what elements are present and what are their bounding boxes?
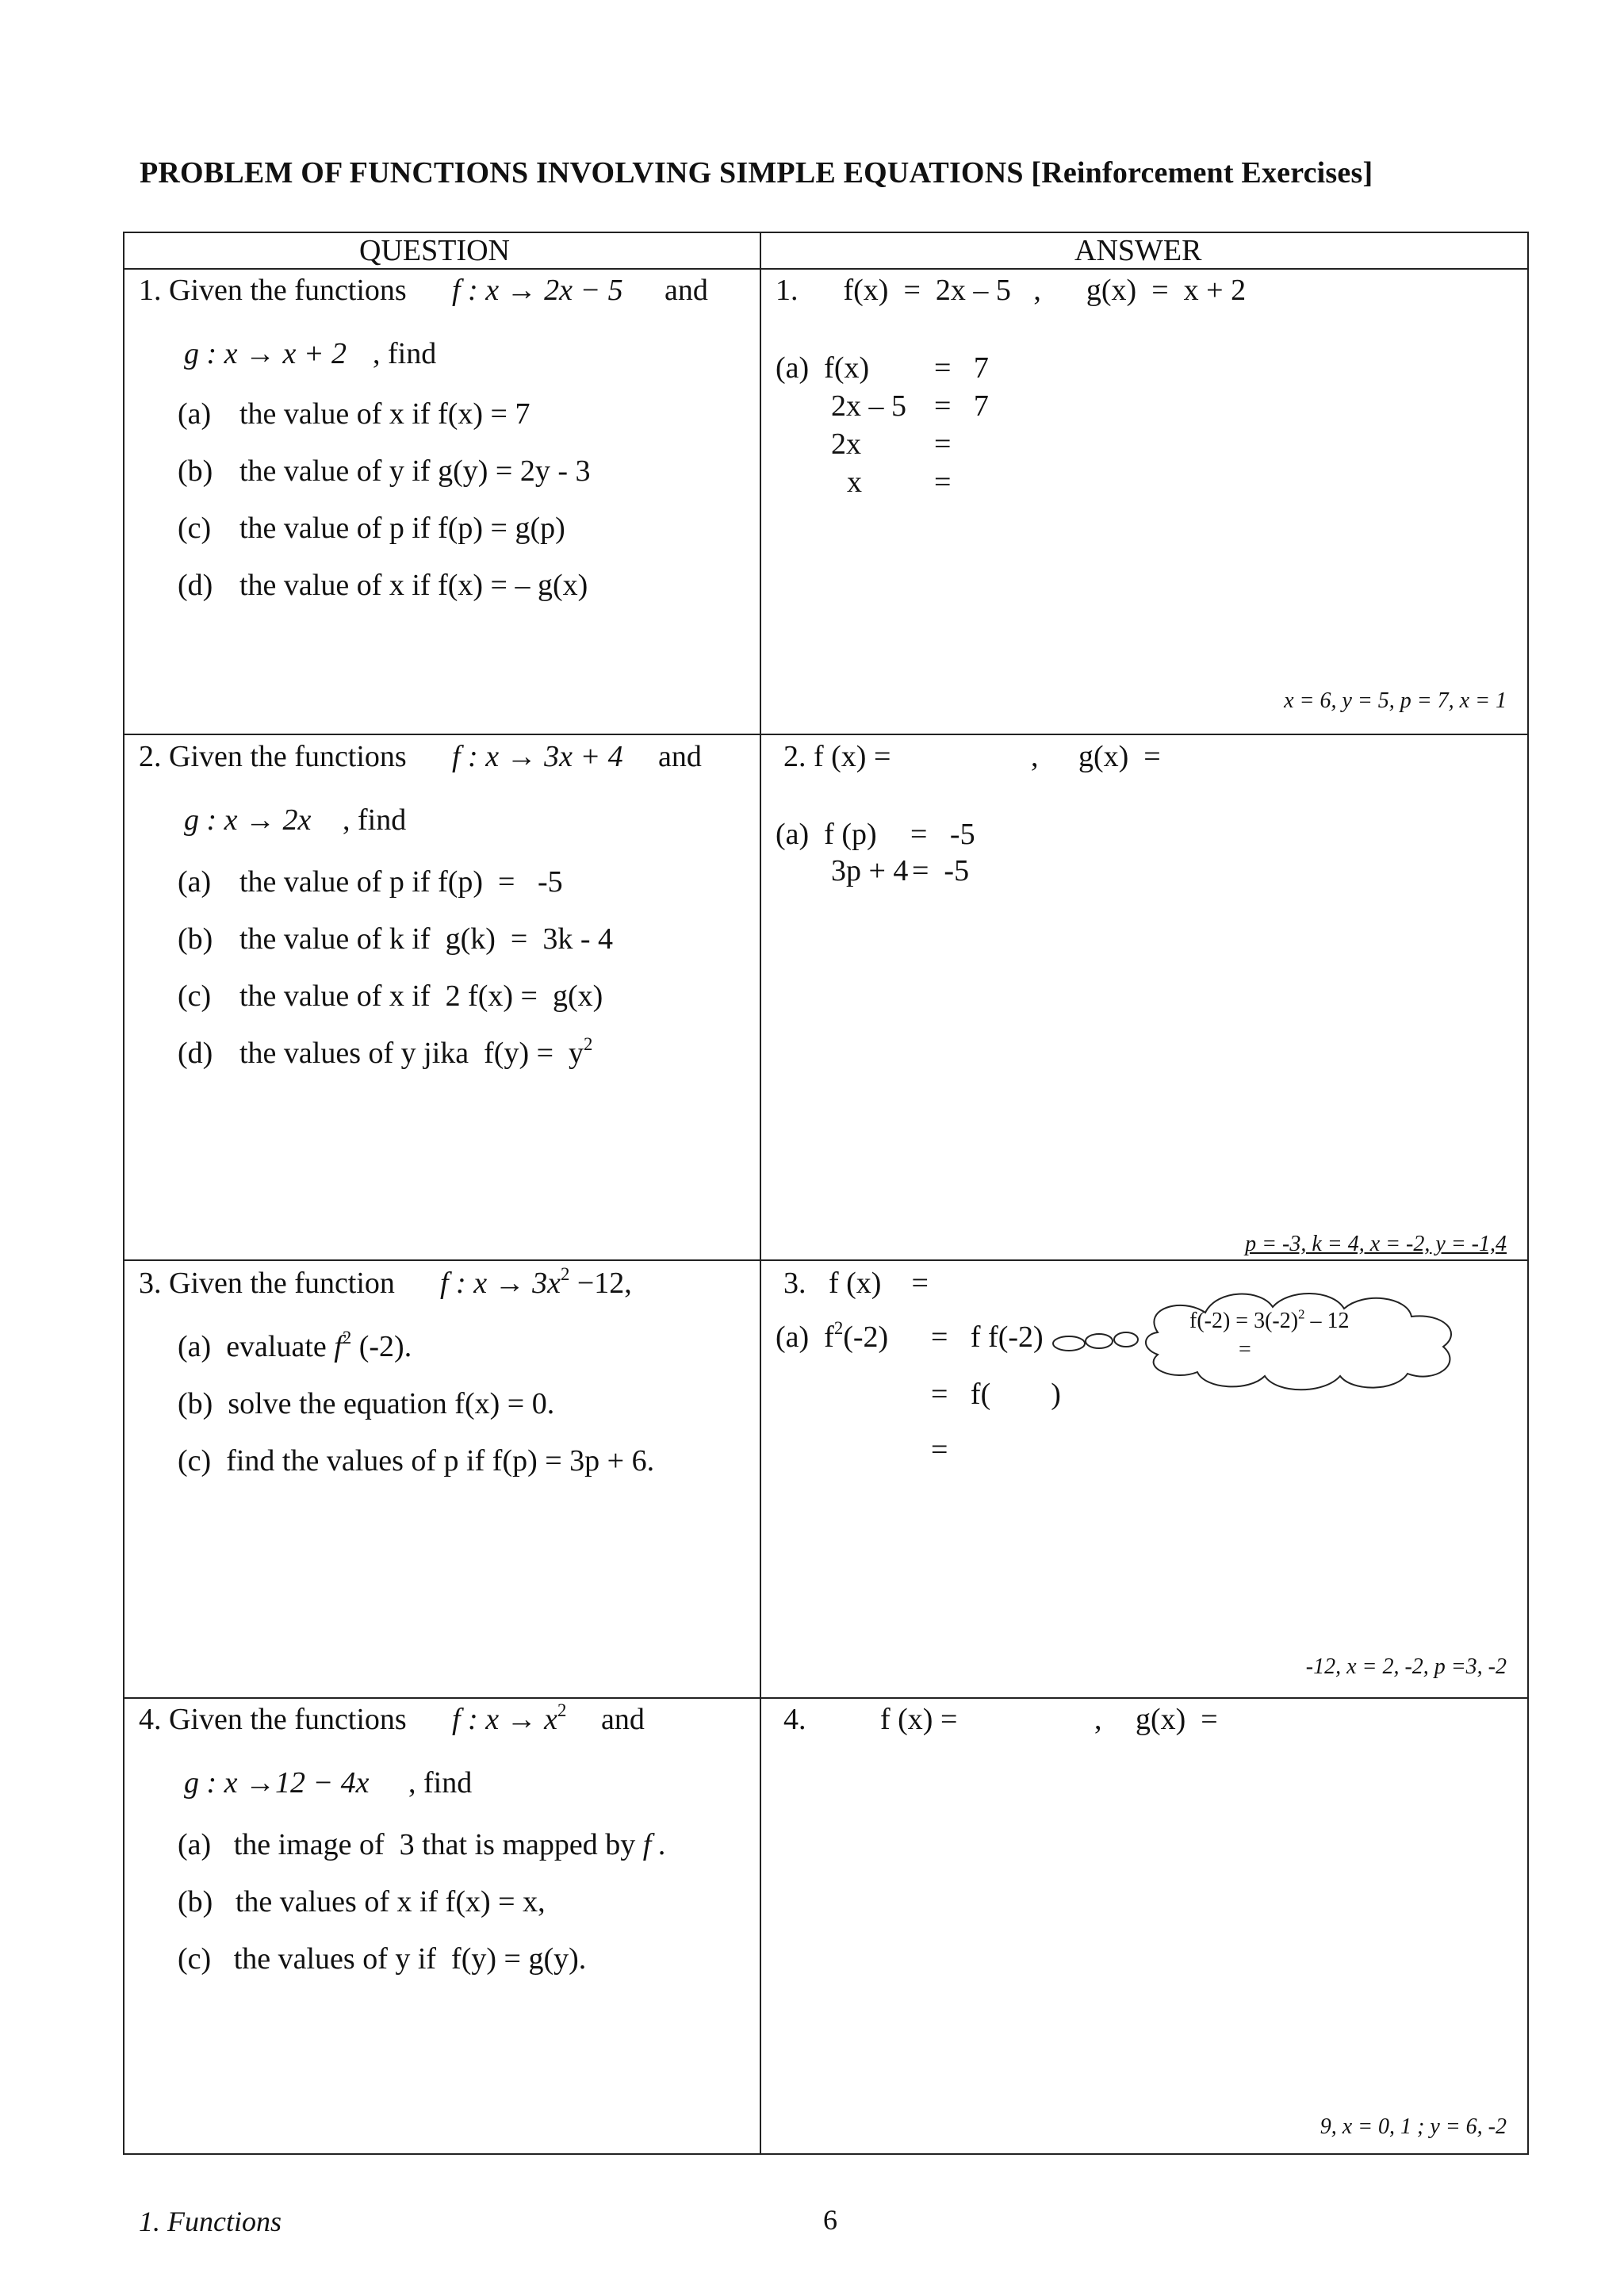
q1-find: , find [373, 337, 437, 370]
a2-comma: , [1031, 740, 1039, 773]
q1-part-b-label: (b) [178, 454, 213, 488]
q3-square-exponent: 2 [560, 1264, 570, 1285]
q1-function-f: f : x → 2x − 5 [452, 274, 623, 307]
q1-intro: 1. Given the functions [139, 274, 407, 307]
q3-part-a: (a) evaluate $f^2$ (-2). [178, 1328, 412, 1363]
q1-part-d-label: (d) [178, 569, 213, 602]
q2-part-c-label: (c) [178, 979, 212, 1013]
q2-part-d-label: (d) [178, 1037, 213, 1070]
page-number: 6 [823, 2204, 837, 2236]
page-title: PROBLEM OF FUNCTIONS INVOLVING SIMPLE EQUATIONS [Reinforcement Exercises] [140, 156, 1373, 190]
a1-row1-left: (a) f(x) [776, 351, 870, 385]
q3-part-c: (c) find the values of p if f(p) = 3p + 6. [178, 1444, 655, 1478]
column-divider [760, 232, 761, 2155]
q4-function-g: g : x →12 − 4x [184, 1766, 370, 1800]
a1-row2-right: = 7 [934, 389, 989, 423]
a4-fx: f (x) = [880, 1703, 958, 1736]
a3-fx: 3. f (x) = [783, 1267, 929, 1300]
a2-row2-right: = -5 [912, 854, 970, 887]
q2-function-g: g : x → 2x [184, 803, 312, 837]
q4-and: and [601, 1703, 645, 1736]
a2-gx: g(x) = [1078, 740, 1161, 773]
a3-row2-right: = f( ) [931, 1378, 1061, 1411]
q4-part-a: (a) the image of 3 that is mapped by f . [178, 1828, 667, 1861]
q1-and: and [665, 274, 708, 307]
a1-row3-left: 2x [831, 427, 861, 461]
a4-gx: g(x) = [1136, 1703, 1218, 1736]
a4-answer-hint: 9, x = 0, 1 ; y = 6, -2 [1320, 2114, 1507, 2139]
a2-row1-left: (a) f (p) [776, 818, 877, 851]
a1-answer-hint: x = 6, y = 5, p = 7, x = 1 [1284, 688, 1507, 713]
q3-function-f: f : $x \to 3x^2 -12$, [440, 1264, 632, 1300]
row-divider-2 [123, 1259, 1529, 1261]
a1-row1-right: = 7 [934, 351, 989, 385]
a3-row3-right: = [931, 1433, 948, 1466]
thought-cloud [1047, 1285, 1475, 1396]
q1-part-b: the value of y if g(y) = 2y - 3 [239, 454, 591, 488]
q1-part-d: the value of x if f(x) = – g(x) [239, 569, 588, 602]
a1-row4-left: x [847, 466, 862, 499]
footer-chapter: 1. Functions [139, 2206, 282, 2237]
q2-part-b-label: (b) [178, 922, 213, 956]
header-divider [123, 268, 1529, 270]
a2-row2-left: 3p + 4 [831, 854, 909, 887]
q1-part-a-label: (a) [178, 397, 212, 431]
q4-intro: 4. Given the functions [139, 1703, 407, 1736]
q4-find: , find [408, 1766, 473, 1800]
q2-part-c: the value of x if 2 f(x) = g(x) [239, 979, 603, 1013]
a4-comma: , [1094, 1703, 1102, 1736]
question-header: QUESTION [359, 234, 510, 267]
a2-answer-hint: p = -3, k = 4, x = -2, y = -1,4 [1245, 1232, 1507, 1256]
q3-intro: 3. Given the function [139, 1267, 395, 1300]
q2-part-b: the value of k if g(k) = 3k - 4 [239, 922, 613, 956]
q2-part-a: the value of p if f(p) = -5 [239, 865, 563, 899]
q3-part-b: (b) solve the equation f(x) = 0. [178, 1387, 555, 1420]
a3-row1-right: = f f(-2) [931, 1320, 1044, 1354]
q4-part-b: (b) the values of x if f(x) = x, [178, 1885, 546, 1918]
row-divider-3 [123, 1697, 1529, 1699]
a1-row2-left: 2x – 5 [831, 389, 906, 423]
cloud-line-1: $f(-2) = 3(-2)^2 - 12$ [1189, 1306, 1350, 1333]
q1-part-a: the value of x if f(x) = 7 [239, 397, 530, 431]
a1-row3-right: = [934, 427, 952, 461]
answer-header: ANSWER [1074, 234, 1202, 267]
q2-part-d: the values of y jika $f(y) = y^2$ [239, 1034, 593, 1070]
q2-find: , find [343, 803, 407, 837]
q2-intro: 2. Given the functions [139, 740, 407, 773]
cloud-line-2: = [1239, 1337, 1251, 1362]
q2-part-a-label: (a) [178, 865, 212, 899]
q1-part-c-label: (c) [178, 512, 212, 545]
a4-number: 4. [783, 1703, 806, 1736]
q4-square-exponent: 2 [557, 1700, 567, 1721]
q1-part-c: the value of p if f(p) = g(p) [239, 512, 565, 545]
q2-function-f: f : x → 3x + 4 [452, 740, 623, 773]
q2-and: and [658, 740, 702, 773]
a1-row4-right: = [934, 466, 952, 499]
a2-row1-right: = -5 [910, 818, 975, 851]
a1-functions: 1. f(x) = 2x – 5 , g(x) = x + 2 [776, 274, 1247, 307]
a3-row1-left: (a) $f^2(-2)$ [776, 1318, 889, 1354]
a3-answer-hint: -12, x = 2, -2, p =3, -2 [1305, 1654, 1507, 1679]
a2-fx: 2. f (x) = [783, 740, 891, 773]
q1-function-g: g : x → x + 2 [184, 337, 347, 370]
row-divider-1 [123, 734, 1529, 735]
q4-part-c: (c) the values of y if f(y) = g(y). [178, 1942, 587, 1976]
q2-square-exponent: 2 [584, 1034, 593, 1055]
q4-function-f: f : $x \to x^2$ [452, 1700, 567, 1736]
